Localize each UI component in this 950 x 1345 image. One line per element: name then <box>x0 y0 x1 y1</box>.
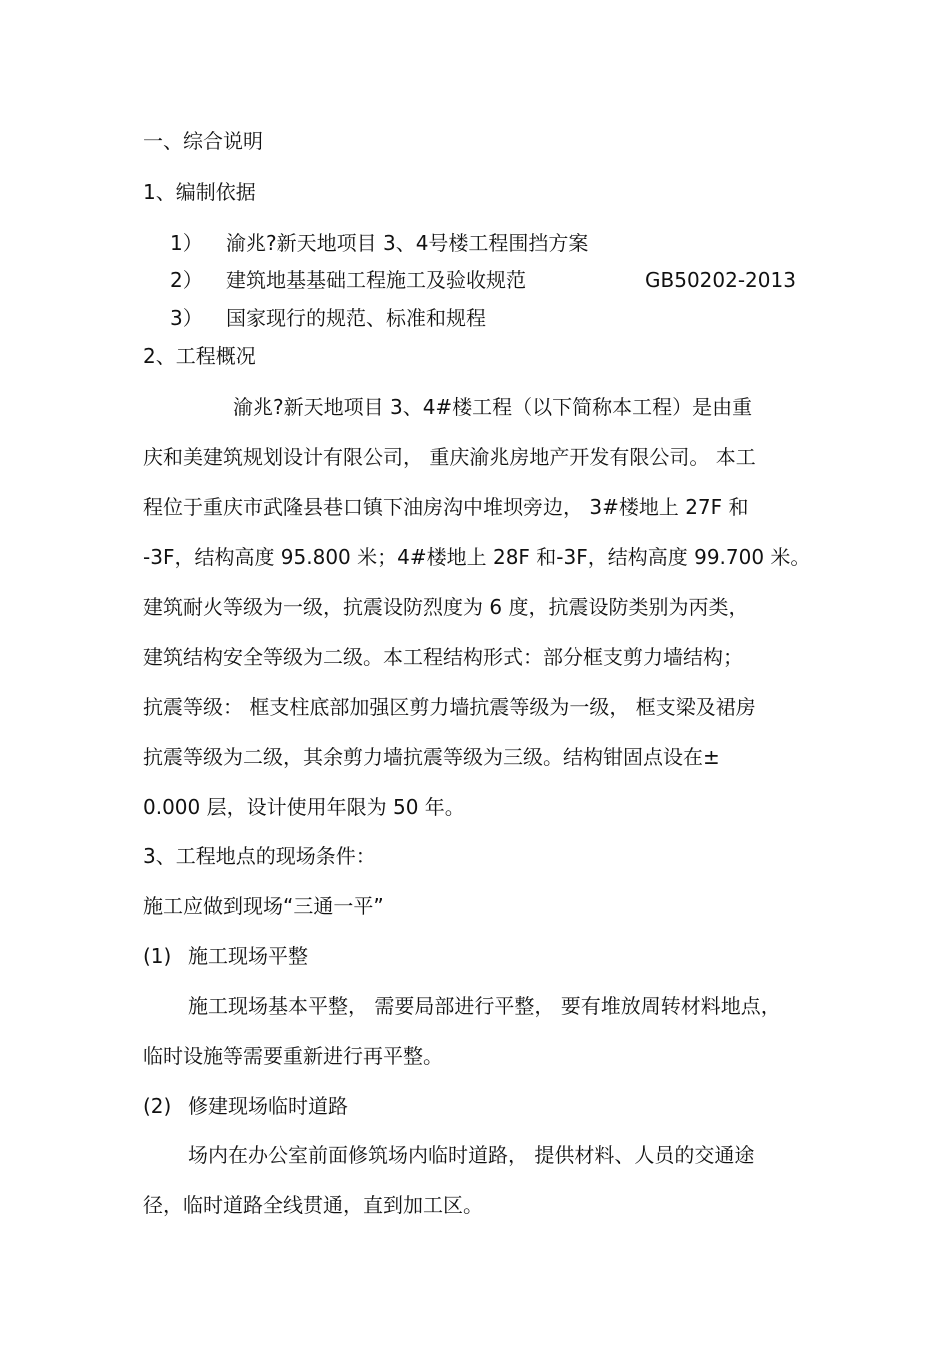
subsection-number: (1) <box>143 944 172 968</box>
paragraph-line: 程位于重庆市武隆县巷口镇下油房沟中堆坝旁边， 3#楼地上 27F 和 <box>143 495 749 519</box>
paragraph-line: 渝兆?新天地项目 3、4#楼工程（以下简称本工程）是由重 <box>233 395 753 419</box>
paragraph-line: 建筑结构安全等级为二级。本工程结构形式：部分框支剪力墙结构； <box>143 645 743 669</box>
list-item-number: 1） <box>170 231 203 255</box>
section-3-title: 3、工程地点的现场条件： <box>143 844 376 868</box>
list-item-number: 3） <box>170 306 203 330</box>
paragraph-line: 0.000 层，设计使用年限为 50 年。 <box>143 795 465 819</box>
subsection-number: (2) <box>143 1094 172 1118</box>
standard-code: GB50202-2013 <box>645 268 796 292</box>
subsection-title: 施工现场平整 <box>188 944 308 968</box>
list-item-text: 国家现行的规范、标准和规程 <box>226 306 486 330</box>
paragraph-line: 抗震等级： 框支柱底部加强区剪力墙抗震等级为一级， 框支梁及裙房 <box>143 695 756 719</box>
paragraph-line: 场内在办公室前面修筑场内临时道路， 提供材料、人员的交通途 <box>188 1143 755 1167</box>
paragraph-line: 抗震等级为二级，其余剪力墙抗震等级为三级。结构钳固点设在± <box>143 745 720 769</box>
section-3-intro: 施工应做到现场“三通一平” <box>143 894 384 918</box>
list-item-text: 建筑地基基础工程施工及验收规范 <box>226 268 526 292</box>
paragraph-line: 施工现场基本平整， 需要局部进行平整， 要有堆放周转材料地点， <box>188 994 781 1018</box>
paragraph-line: 径，临时道路全线贯通，直到加工区。 <box>143 1193 483 1217</box>
section-1-title: 1、编制依据 <box>143 180 256 204</box>
paragraph-line: 庆和美建筑规划设计有限公司， 重庆渝兆房地产开发有限公司。 本工 <box>143 445 756 469</box>
section-2-title: 2、工程概况 <box>143 344 256 368</box>
list-item-text: 渝兆?新天地项目 3、4号楼工程围挡方案 <box>226 231 589 255</box>
paragraph-line: -3F，结构高度 95.800 米；4#楼地上 28F 和-3F，结构高度 99.700 米。 <box>143 545 811 569</box>
paragraph-line: 建筑耐火等级为一级，抗震设防烈度为 6 度，抗震设防类别为丙类， <box>143 595 749 619</box>
heading-general-description: 一、综合说明 <box>143 129 263 153</box>
list-item-number: 2） <box>170 268 203 292</box>
subsection-title: 修建现场临时道路 <box>188 1094 348 1118</box>
paragraph-line: 临时设施等需要重新进行再平整。 <box>143 1044 443 1068</box>
